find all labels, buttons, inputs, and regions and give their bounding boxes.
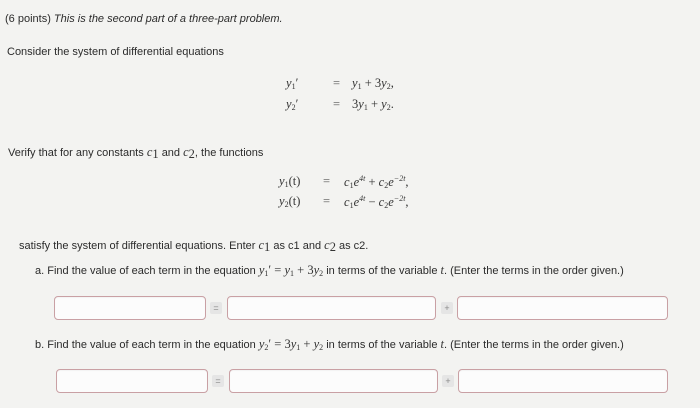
- function-y2-name: $y_2(t)$: [279, 194, 301, 209]
- function-y2-rhs: $c_1e^{4t} - c_2e^{-2t}$,: [344, 194, 409, 210]
- problem-title: This is the second part of a three-part problem.: [53, 13, 283, 25]
- part-a-plus-badge: +: [441, 302, 453, 314]
- system-eq1: $y_1'$: [286, 76, 299, 91]
- part-b-plus-badge: +: [442, 375, 454, 387]
- part-a-answer-3-input[interactable]: [457, 296, 668, 320]
- part-b-answer-2-input[interactable]: [229, 369, 438, 393]
- satisfy-text: satisfy the system of differential equations. Enter $c_1$ as c1 and $c_2$ as c2.: [19, 238, 369, 254]
- intro-text: Consider the system of differential equations: [7, 46, 224, 58]
- function-y1-name: $y_1(t)$: [279, 174, 301, 189]
- verify-text: Verify that for any constants $c_1$ and $c_2$, the functions: [8, 145, 264, 161]
- function-y2-equals: =: [323, 194, 331, 208]
- part-a-prompt: a. Find the value of each term in the equation $y_1' = y_1 + 3y_2$ in terms of the variable t. (Enter the terms in the order given.): [35, 263, 624, 278]
- part-b-answer-1-input[interactable]: [56, 369, 208, 393]
- system-eq1-rhs: $y_1 + 3y_2$,: [352, 76, 394, 91]
- system-eq2-equals: =: [333, 97, 341, 111]
- part-a-answer-1-input[interactable]: [54, 296, 206, 320]
- part-a-answer-2-input[interactable]: [227, 296, 436, 320]
- system-eq2-rhs: $3y_1 + y_2$.: [352, 97, 394, 112]
- function-y1-rhs: $c_1e^{4t} + c_2e^{-2t}$,: [344, 174, 409, 190]
- part-b-prompt: b. Find the value of each term in the equation $y_2' = 3y_1 + y_2$ in terms of the variable t. (Enter the terms in the order given.): [35, 337, 624, 352]
- part-a-equals-badge: =: [210, 302, 222, 314]
- system-eq1-equals: =: [333, 76, 341, 90]
- system-eq2: $y_2'$: [286, 97, 299, 112]
- points-label: (6 points): [5, 13, 51, 25]
- function-y1-equals: =: [323, 174, 331, 188]
- part-b-answer-3-input[interactable]: [458, 369, 668, 393]
- part-b-equals-badge: =: [212, 375, 224, 387]
- problem-header: [5, 13, 283, 25]
